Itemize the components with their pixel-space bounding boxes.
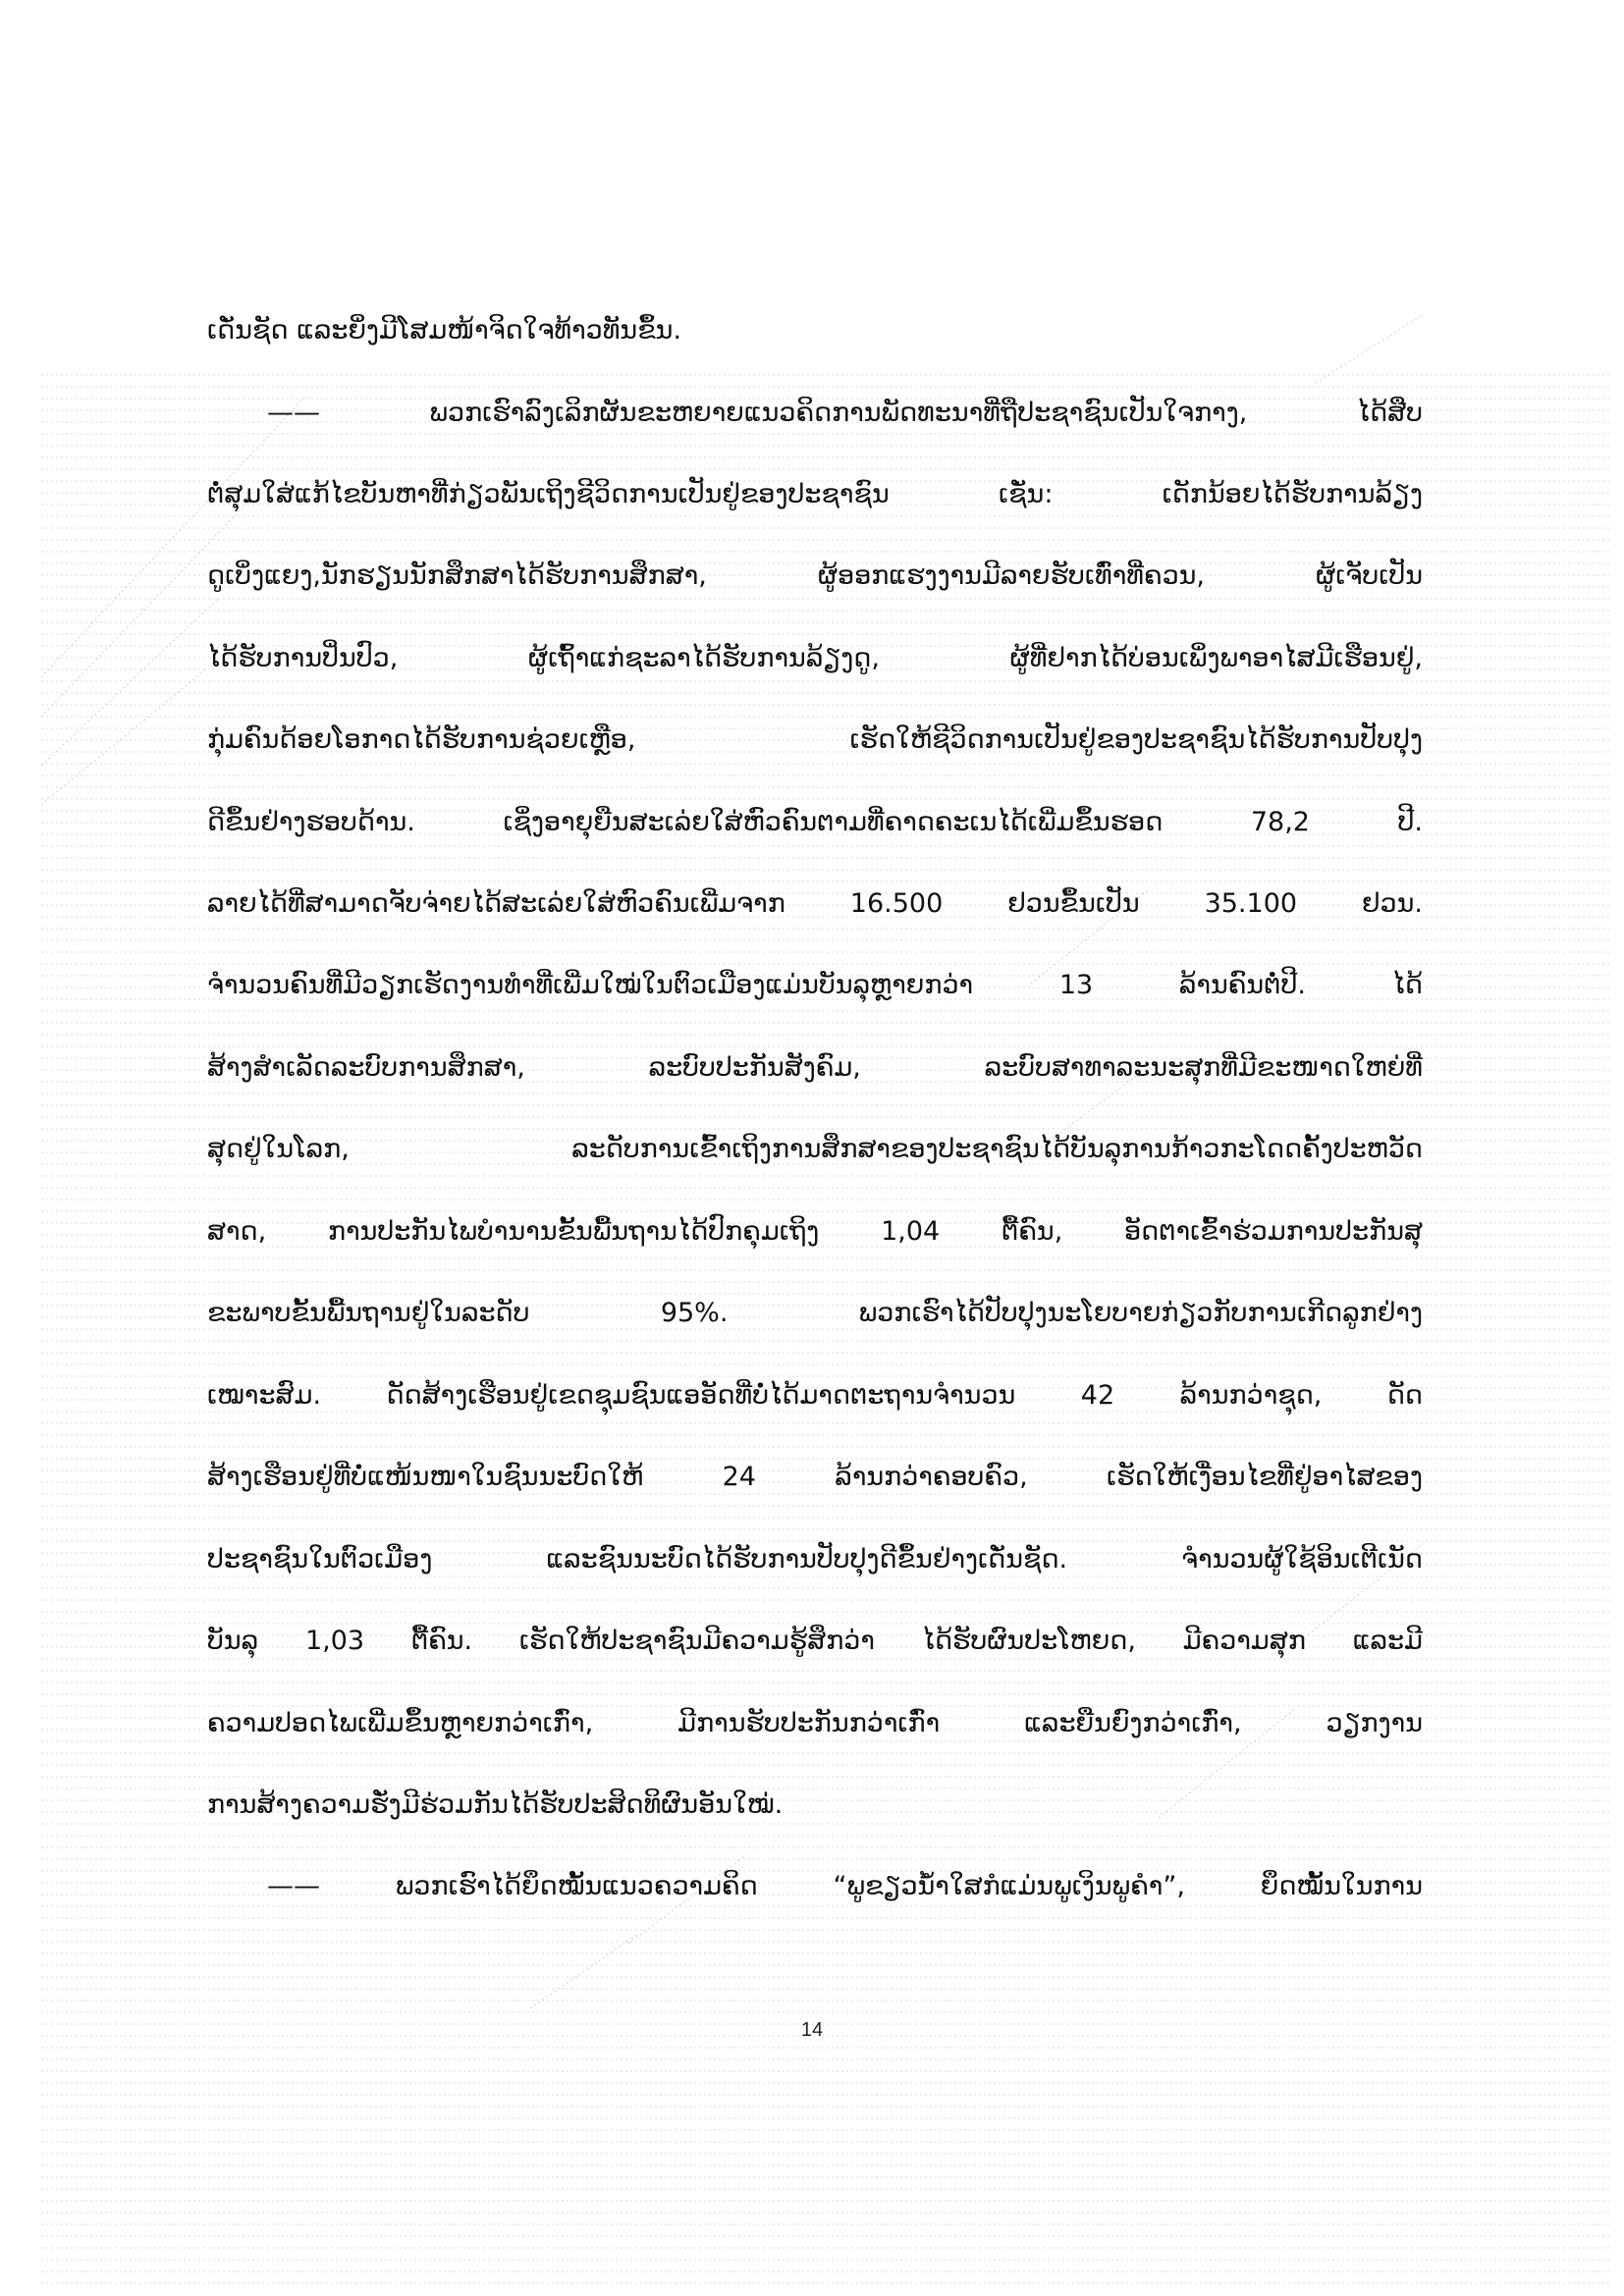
paragraph-start-line: —— ພວກເຮົາລົງເລິກຜັນຂະຫຍາຍແນວຄິດການພັດທະນາທີ່ຖືປະຊາຊົນເປັນໃຈກາງ, ໄດ້ສືບ (267, 398, 1423, 428)
text-line-12: ສາດ, ການປະກັນໄພບຳນານຂັ້ນພື້ນຖານໄດ້ປົກຄຸມເຖິງ 1,04 ຕື້ຄົນ, ອັດຕາເຂົ້າຮ່ວມການປະກັນສຸ (207, 1216, 1423, 1247)
text-line-1: ເດັ່ນຊັດ ແລະຍິ່ງມີໂສມໜ້າຈິດໃຈທ້າວທັນຂຶ້ນ. (207, 315, 682, 346)
text-line-18: ຄວາມປອດໄພເພີ່ມຂຶ້ນຫຼາຍກວ່າເກົ່າ, ມີການຮັບປະກັນກວ່າເກົ່າ ແລະຍືນຍົງກວ່າເກົ່າ, ວຽກງານ (207, 1708, 1423, 1738)
text-line-9: ຈຳນວນຄົນທີ່ມີວຽກເຮັດງານທຳທີ່ເພີ່ມໃໝ່ໃນຕົວເມືອງແມ່ນບັນລຸຫຼາຍກວ່າ 13 ລ້ານຄົນຕໍ່ປີ. ໄດ້ (207, 970, 1423, 1000)
text-line-4: ດູເບິ່ງແຍງ,ນັກຮຽນນັກສຶກສາໄດ້ຮັບການສຶກສາ, ຜູ້ອອກແຮງງານມີລາຍຮັບເທົ່າທີ່ຄວນ, ຜູ້ເຈັບເປັນ (207, 561, 1423, 591)
text-line-14: ເໝາະສົມ. ດັດສ້າງເຮືອນຢູ່ເຂດຊຸມຊົນແອອັດທີ່ບໍ່ໄດ້ມາດຕະຖານຈຳນວນ 42 ລ້ານກວ່າຊຸດ, ດັດ (207, 1380, 1423, 1411)
paragraph-start-line-2: —— ພວກເຮົາໄດ້ຍຶດໝັ້ນແນວຄວາມຄິດ “ພູຂຽວນ້ຳໃສກໍແມ່ນພູເງິນພູຄຳ”, ຍຶດໝັ້ນໃນການ (267, 1871, 1423, 1901)
text-line-7: ດີຂຶ້ນຢ່າງຮອບດ້ານ. ເຊິ່ງອາຍຸຍືນສະເລ່ຍໃສ່ຫົວຄົນຕາມທີ່ຄາດຄະເນໄດ້ເພີ່ມຂຶ້ນຮອດ 78,2 ປີ. (207, 807, 1423, 837)
text-line-3: ຕໍ່ສຸມໃສ່ແກ້ໄຂບັນຫາທີ່ກ່ຽວພັນເຖິງຊີວິດການເປັນຢູ່ຂອງປະຊາຊົນ ເຊັ່ນ: ເດັກນ້ອຍໄດ້ຮັບການລ້ຽງ (207, 479, 1423, 509)
text-line-13: ຂະພາບຂັ້ນພື້ນຖານຢູ່ໃນລະດັບ 95%. ພວກເຮົາໄດ້ປັບປຸງນະໂຍບາຍກ່ຽວກັບການເກີດລູກຢ່າງ (207, 1298, 1423, 1328)
text-line-16: ປະຊາຊົນໃນຕົວເມືອງ ແລະຊົນນະບົດໄດ້ຮັບການປັບປຸງດີຂຶ້ນຢ່າງເດັ່ນຊັດ. ຈຳນວນຜູ້ໃຊ້ອິນເຕີເນັດ (207, 1544, 1423, 1575)
text-line-8: ລາຍໄດ້ທີ່ສາມາດຈັບຈ່າຍໄດ້ສະເລ່ຍໃສ່ຫົວຄົນເພີ່ມຈາກ 16.500 ຢວນຂຶ້ນເປັນ 35.100 ຢວນ. (207, 888, 1423, 919)
slanted-guide-line (41, 599, 218, 766)
text-line-6: ກຸ່ມຄົນດ້ອຍໂອກາດໄດ້ຮັບການຊ່ວຍເຫຼືອ, ເຮັດໃຫ້ຊີວິດການເປັນຢູ່ຂອງປະຊາຊົນໄດ້ຮັບການປັບປຸງ (207, 724, 1423, 755)
page-number: 14 (800, 2019, 824, 2041)
text-line-10: ສ້າງສຳເລັດລະບົບການສຶກສາ, ລະບົບປະກັນສັງຄົມ, ລະບົບສາທາລະນະສຸກທີ່ມີຂະໜາດໃຫຍ່ທີ່ (207, 1052, 1423, 1083)
text-line-5: ໄດ້ຮັບການປິ່ນປົວ, ຜູ້ເຖົ້າແກ່ຊະລາໄດ້ຮັບການລ້ຽງດູ, ຜູ້ທີ່ຢາກໄດ້ບ່ອນເພິ່ງພາອາໄສມີເຮືອນຢູ່, (207, 643, 1423, 673)
text-line-11: ສຸດຢູ່ໃນໂລກ, ລະດັບການເຂົ້າເຖິງການສຶກສາຂອງປະຊາຊົນໄດ້ບັນລຸການກ້າວກະໂດດຄັ້ງປະຫວັດ (207, 1134, 1423, 1164)
slanted-guide-line (41, 667, 208, 805)
text-line-17: ບັນລຸ 1,03 ຕື້ຄົນ. ເຮັດໃຫ້ປະຊາຊົນມີຄວາມຮູ້ສຶກວ່າ ໄດ້ຮັບຜົນປະໂຫຍດ, ມີຄວາມສຸກ ແລະມີ (207, 1626, 1423, 1656)
text-line-19: ການສ້າງຄວາມຮັ່ງມີຮ່ວມກັນໄດ້ຮັບປະສິດທິຜົນອັນໃໝ່. (207, 1789, 784, 1820)
text-line-15: ສ້າງເຮືອນຢູ່ທີ່ບໍ່ແໜ້ນໜາໃນຊົນນະບົດໃຫ້ 24 ລ້ານກວ່າຄອບຄົວ, ເຮັດໃຫ້ເງື່ອນໄຂທີ່ຢູ່ອາໄສຂອງ (207, 1462, 1423, 1492)
body-text (207, 0, 1423, 2296)
